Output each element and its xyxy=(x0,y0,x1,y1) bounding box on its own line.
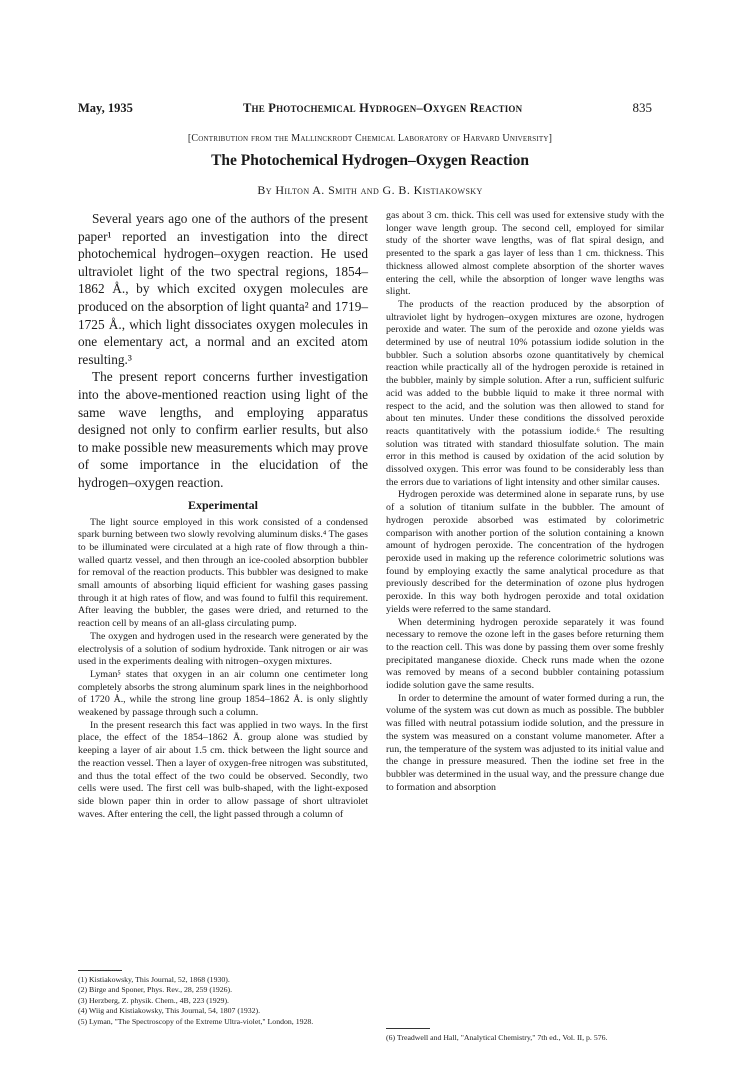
footnote-divider xyxy=(78,970,122,971)
issue-date: May, 1935 xyxy=(78,101,133,115)
body-paragraph: Lyman⁵ states that oxygen in an air column one centimeter long completely absorbs the strong aluminum spark lines in the neighborhood of 1720 Å., while the strong line group 1854–1862 Å. is only slightly weakened by passage through such a column. xyxy=(78,668,368,719)
footnote: (5) Lyman, "The Spectroscopy of the Extreme Ultra-violet," London, 1928. xyxy=(78,1016,314,1026)
footnote: (6) Treadwell and Hall, "Analytical Chemistry," 7th ed., Vol. II, p. 576. xyxy=(386,1033,608,1042)
article-title: The Photochemical Hydrogen–Oxygen Reaction xyxy=(211,152,529,169)
footnote: (4) Wiig and Kistiakowsky, This Journal, 54, 1807 (1932). xyxy=(78,1006,261,1016)
right-column xyxy=(386,210,664,794)
body-paragraph: The oxygen and hydrogen used in the research were generated by the electrolysis of a solution of sodium hydroxide. Tank nitrogen or air was used in the experiments dealing with nitrogen–oxygen mixtures. xyxy=(78,630,368,668)
contribution-line: [Contribution from the Mallinckrodt Chemical Laboratory of Harvard University] xyxy=(187,133,553,144)
footnotes-right xyxy=(386,1020,664,1043)
body-paragraph: Hydrogen peroxide was determined alone in separate runs, by use of a solution of titanium sulfate in the bubbler. The amount of hydrogen peroxide absorbed was estimated by colorimetric comparison with another portion of the solution containing a known amount of hydrogen peroxide. The concentration of the hydrogen peroxide used in making up the reference colorimetric solutions was found by employing exactly the same analytical procedure as that previously described for the determination of ozone plus hydrogen peroxide. In this way both hydrogen peroxide and total oxidation yields were referred to the same standard. xyxy=(386,489,664,615)
author-byline: By Hilton A. Smith and G. B. Kistiakowsky xyxy=(257,183,483,197)
body-paragraph: gas about 3 cm. thick. This cell was used for extensive study with the longer wave length group. The second cell, employed for similar study of the shorter wave lengths, was of flat spiral design, and presented to the spark a gas layer of less than 1 cm. thickness. This thickness allowed almost complete absorption of the shorter waves entering the cell, while the absorption of longer wave lengths was slight. xyxy=(386,210,664,298)
running-title: The Photochemical Hydrogen–Oxygen Reaction xyxy=(243,101,523,115)
running-head xyxy=(78,100,652,116)
page-number: 835 xyxy=(632,100,652,115)
intro-paragraph: Several years ago one of the authors of the present paper¹ reported an investigation into the direct photochemical hydrogen–oxygen reaction. He used ultraviolet light of the two spectral regions, 1854–1862 Å., by which excited oxygen molecules are produced on the absorption of light quanta² and 1719–1725 Å., which light dissociates oxygen molecules in one elementary act, a normal and an excited atom resulting.³ xyxy=(78,211,368,367)
intro-paragraph: The present report concerns further investigation into the above-mentioned reaction using light of the same wave lengths, and employing apparatus designed not only to confirm earlier results, but also to make possible new measurements which may prove of some importance in the elucidation of the hydrogen–oxygen reaction. xyxy=(78,369,368,490)
body-paragraph: In the present research this fact was applied in two ways. In the first place, the effect of the 1854–1862 Å. group alone was studied by keeping a layer of air about 1.5 cm. thick between the light source and the reaction vessel. Then a layer of oxygen-free nitrogen was substituted, and thus the total effect of the two could be observed. Secondly, two cells were used. The first cell was bulb-shaped, with the light-exposed side blown paper thin in order to allow passage of short ultraviolet waves. After entering the cell, the light passed through a column of xyxy=(78,719,368,820)
footnote: (3) Herzberg, Z. physik. Chem., 4B, 223 (1929). xyxy=(78,995,230,1005)
body-paragraph: The products of the reaction produced by the absorption of ultraviolet light by hydrogen–oxygen mixtures are ozone, hydrogen peroxide and water. The sum of the peroxide and ozone yields was determined by use of neutral 10% potassium iodide solution in the bubbler. Such a solution absorbs ozone quantitatively by chemical reaction while practically all of the hydrogen peroxide is retained in the bubbler, mainly by simple solution. After a run, sufficient sulfuric acid was added to the bubble liquid to make it three normal with respect to the acid, and the solution was then allowed to stand for about ten minutes. Under these conditions the dissolved peroxide reacts quantitatively with the potassium iodide.⁶ The resulting solution was titrated with standard thiosulfate solution. The main error in this method is caused by oxidation of the acid solution by dissolved oxygen. This error was found to be considerably less than the errors due to variations of light intensity and other similar causes. xyxy=(386,298,664,488)
body-paragraph: In order to determine the amount of water formed during a run, the volume of the system was cut down as much as possible. The bubbler was filled with neutral potassium iodide solution, and the pressure in the system was measured on a constant volume manometer. After a run, the temperature of the system was adjusted to its initial value and the change in pressure measured. Then the iodine set free in the bubbler was determined in the usual way, and the pressure change due to formation and absorption xyxy=(386,692,664,793)
body-paragraph: When determining hydrogen peroxide separately it was found necessary to remove the ozone left in the gases before returning them to the reaction cell. This was done by passing them over some freshly precipitated manganese dioxide. Check runs made when the ozone was removed by means of a second bubbler containing potassium iodide solution gave the same results. xyxy=(386,616,664,692)
footnote: (2) Birge and Sponer, Phys. Rev., 28, 259 (1926). xyxy=(78,985,233,995)
footnote: (1) Kistiakowsky, This Journal, 52, 1868 (1930). xyxy=(78,975,230,984)
section-heading-experimental: Experimental xyxy=(188,497,258,512)
footnote-divider xyxy=(386,1028,430,1029)
body-paragraph: The light source employed in this work consisted of a condensed spark burning between two slowly revolving aluminum disks.⁴ The gases to be illuminated were circulated at a high rate of flow through a thin-walled quartz vessel, and then through an ice-cooled absorption bubbler for removal of the reaction products. This bubbler was designed to make small amounts of absorbing liquid efficient for washing gases passing through it at high rates of flow, and was found to fulfil this requirement. After leaving the bubbler, the gases were dried, and returned to the reaction cell by means of an all-glass circulating pump. xyxy=(78,516,368,630)
footnotes-left xyxy=(78,962,368,1027)
left-column xyxy=(78,210,368,821)
